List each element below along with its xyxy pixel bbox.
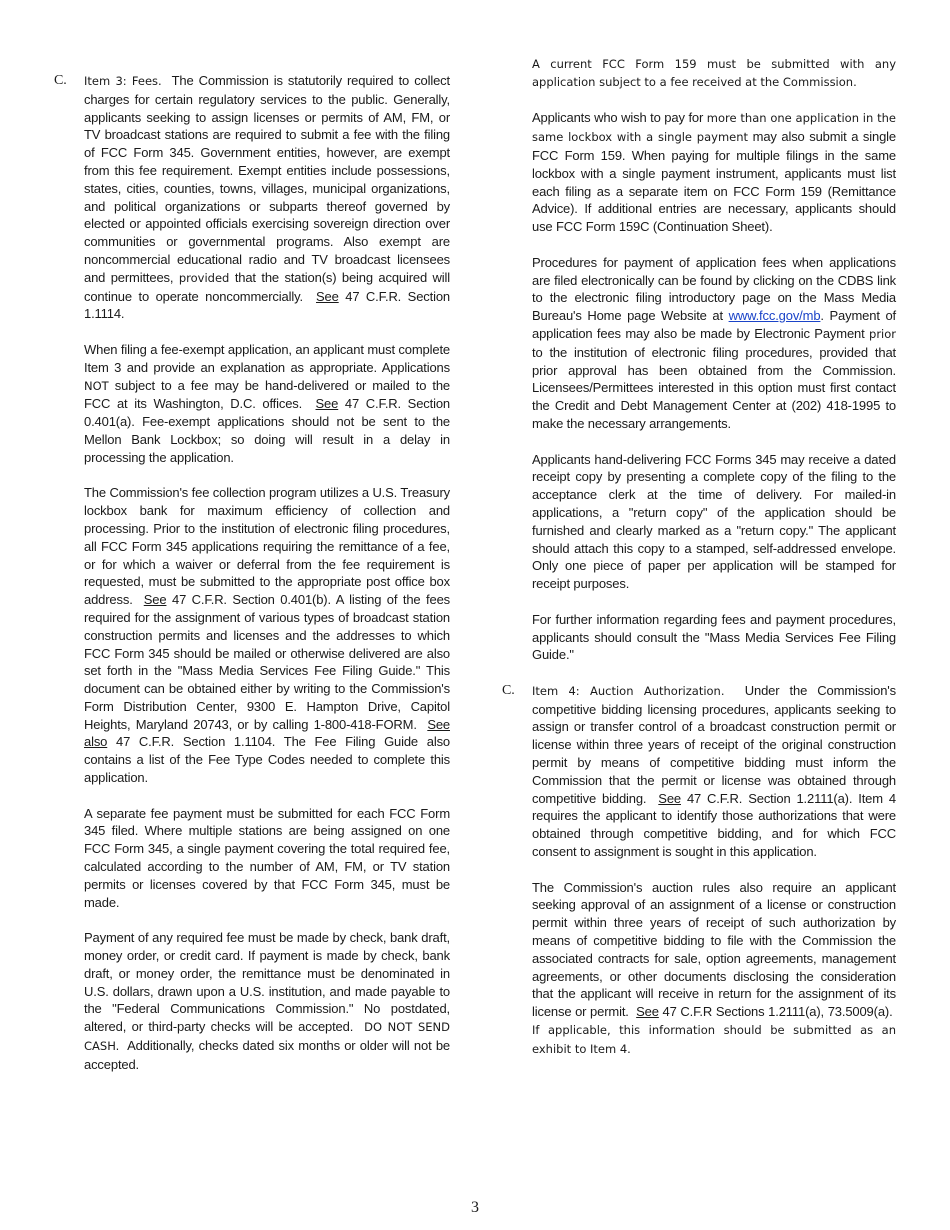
left-column — [54, 72, 450, 1091]
form-159-paragraph: A current FCC Form 159 must be submitted with any application subject to a fee received at the Commission. — [532, 57, 896, 89]
hand-delivery-paragraph: Applicants hand-delivering FCC Forms 345 may receive a dated receipt copy by presenting a complete copy of the filing to the acceptance clerk at the time of delivery. For mailed-in applications, a "return copy" of the application should be furnished and clearly marked as a "return copy." The applicant should attach this copy to a stamped, self-addressed envelope. Only one piece of paper per application will be stamped for receipt purposes. — [532, 451, 896, 592]
item-marker: C. — [54, 73, 67, 88]
auction-paragraph-2: The Commission's auction rules also require an applicant seeking approval of an assignment of a license or construction permit within three years of receipt of such authorization by means of competitive bidding to file with the Commission the associated contracts for sale, option agreements, management agreements, or other documents disclosing the consideration that the applicant will receive in return for the assignment of its license or permit. See 47 C.F.R Sections 1.2111(a), 73.5009(a). If applicable, this information should be submitted as an exhibit to Item 4. — [532, 879, 896, 1056]
fees-paragraph-3: The Commission's fee collection program utilizes a U.S. Treasury lockbox bank for maximum efficiency of collection and processing. Prior to the institution of electronic filing procedures, all FCC Form 345 applications requiring the remittance of a fee, or for which a waiver or deferral from the fee requirement is requested, must be submitted to the appropriate post office box address. See 47 C.F.R. Section 0.401(b). A listing of the fees required for the assignment of various types of broadcast station construction permits and licenses and the addresses to which FCC Form 345 should be mailed or otherwise delivered are also set forth in the "Mass Media Services Fee Filing Guide." This document can be obtained either by writing to the Commission's Form Distribution Center, 9300 E. Hampton Drive, Capitol Heights, Maryland 20743, or by calling 1-800-418-FORM. See also 47 C.F.R. Section 1.1104. The Fee Filing Guide also contains a list of the Fee Type Codes needed to complete this application. — [84, 485, 451, 786]
further-info-paragraph: For further information regarding fees and payment procedures, applicants should consult the "Mass Media Services Fee Filing Guide." — [532, 611, 896, 663]
item-marker: C. — [502, 682, 515, 698]
fcc-mb-link[interactable]: www.fcc.gov/mb — [728, 308, 821, 324]
fees-paragraph-1: Item 3: Fees. The Commission is statutorily required to collect charges for certain regulatory services to the public. Generally, applicants seeking to assign licenses or permits of AM, FM, or TV broadcast stations are required to submit a fee with the filing of FCC Form 345. Government entities, however, are exempt from this fee requirement. Exempt entities include possessions, states, cities, counties, towns, villages, municipal organizations, and political organizations or subparts thereof governed by elected or appointed officials exercising sovereign direction over communities or governmental programs. Also exempt are noncommercial educational radio and TV broadcast licensees and permittees, provided that the station(s) being acquired will continue to operate noncommercially. See 47 C.F.R. Section 1.1114. — [84, 73, 450, 322]
fees-paragraph-4: A separate fee payment must be submitted for each FCC Form 345 filed. Where multiple stations are being assigned on one FCC Form 345, a single payment covering the total required fee, calculated according to the number of AM, FM, or TV station permits or licenses covered by that FCC Form 345, must be made. — [84, 805, 450, 910]
item-4-heading: Item 4: Auction Authorization. — [532, 683, 725, 698]
item-4-auction-authorization — [502, 682, 896, 861]
multiple-payment-paragraph: Applicants who wish to pay for more than one application in the same lockbox with a single payment may also submit a single FCC Form 159. When paying for multiple filings in the same lockbox with a single payment instrument, applicants must list each filing as a separate item on FCC Form 159 (Remittance Advice). If additional entries are necessary, applicants should use FCC Form 159C (Continuation Sheet). — [532, 110, 896, 235]
fees-paragraph-2: When filing a fee-exempt application, an applicant must complete Item 3 and provide an explanation as appropriate. Applications NOT subject to a fee may be hand-delivered or mailed to the FCC at its Washington, D.C. offices. See 47 C.F.R. Section 0.401(a). Fee-exempt applications should not be sent to the Mellon Bank Lockbox; so doing will result in a delay in processing the application. — [84, 341, 450, 465]
electronic-payment-paragraph: Procedures for payment of application fees when applications are filed electronically can be found by clicking on the CDBS link to the electronic filing introductory page on the Mass Media Bureau's Home page Website at www.fcc.gov/mb. Payment of application fees may also be made by Electronic Payment prior to the institution of electronic filing procedures, provided that prior approval has been obtained from the Commission. Licensees/Permittees interested in this option must first contact the Credit and Debt Management Center at (202) 418-1995 to make the necessary arrangements. — [532, 254, 897, 431]
page-number: 3 — [471, 1199, 479, 1216]
auction-paragraph-1: Item 4: Auction Authorization. Under the Commission's competitive bidding licensing procedures, applicants seeking to assign or transfer control of a broadcast construction permit or license within three years of receipt of the original construction permit by means of competitive bidding must inform the Commission that the permit or license was obtained through competitive bidding. See 47 C.F.R. Section 1.2111(a). Item 4 requires the applicant to identify those authorizations that were obtained through competitive bidding, and for which FCC consent to assignment is sought in this application. — [532, 682, 896, 860]
fees-paragraph-5: Payment of any required fee must be made by check, bank draft, money order, or credit card. If payment is made by check, bank draft, or money order, the remittance must be denominated in U.S. dollars, drawn upon a U.S. institution, and made payable to the "Federal Communications Commission." No postdated, altered, or third-party checks will be accepted. DO NOT SEND CASH. Additionally, checks dated six months or older will not be accepted. — [84, 930, 450, 1072]
right-column — [502, 56, 896, 1076]
item-3-heading: Item 3: Fees. — [84, 74, 162, 88]
item-3-fees — [54, 72, 450, 323]
